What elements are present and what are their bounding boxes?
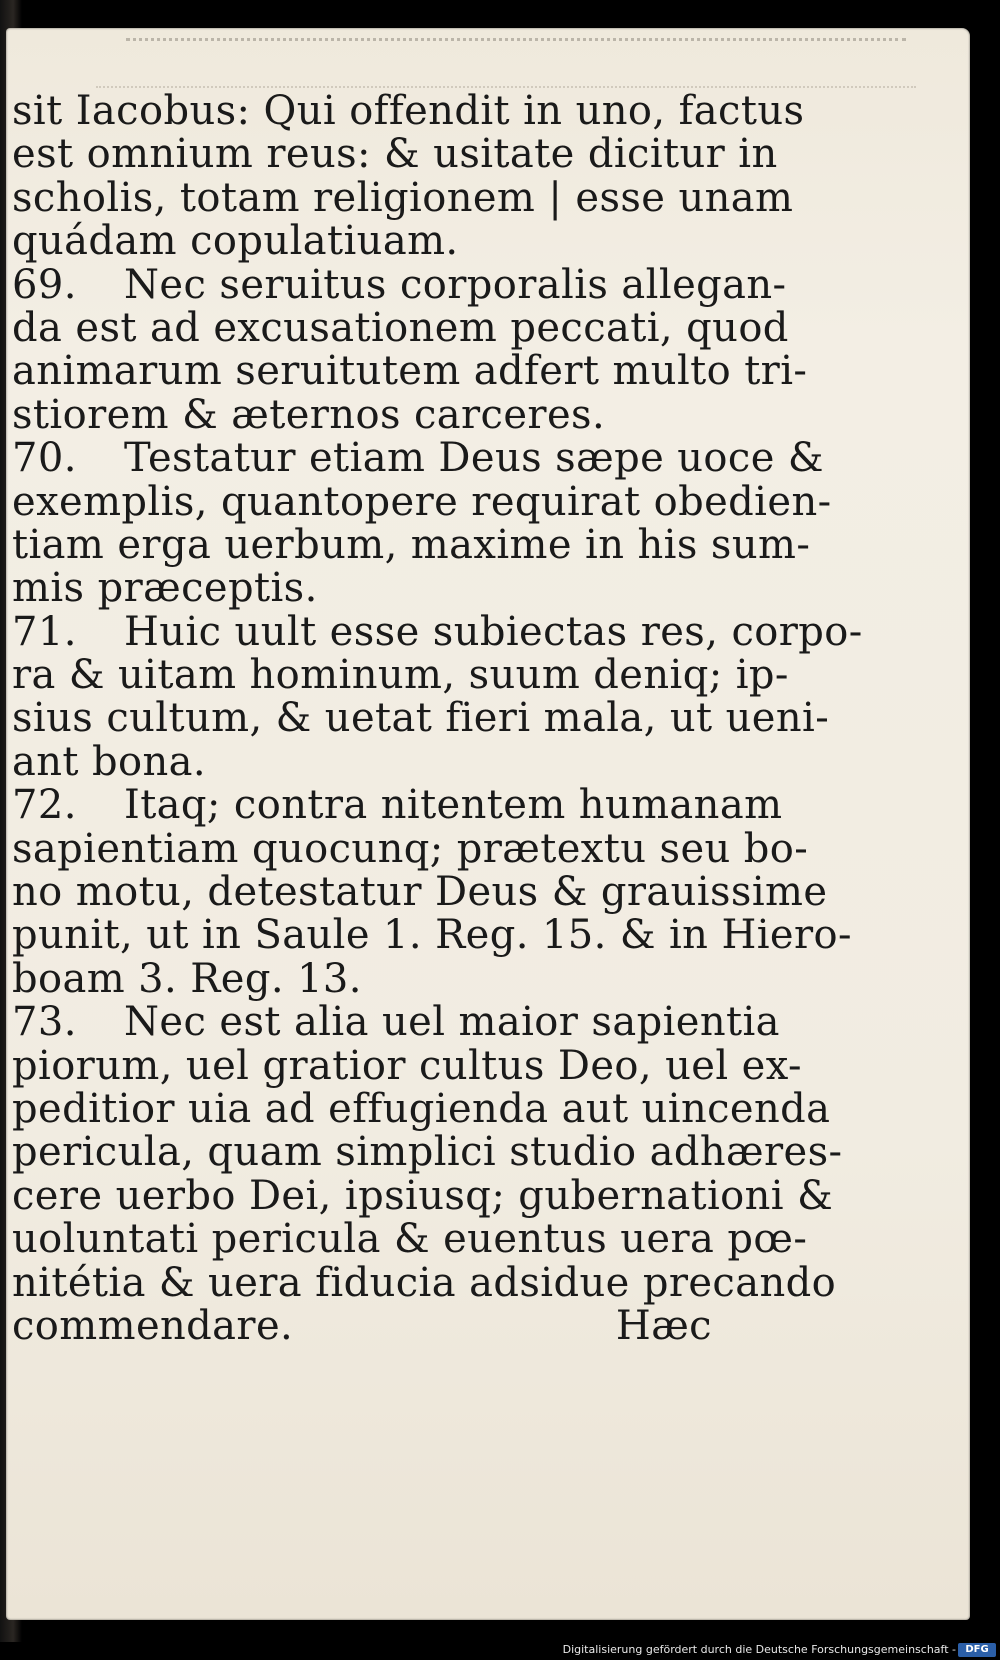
text-line: peditior uia ad effugienda aut uincenda — [12, 1085, 831, 1132]
text-line: Itaq; contra nitentem humanam — [124, 782, 783, 829]
text-line: Testatur etiam Deus sæpe uoce & — [124, 435, 824, 482]
dfg-logo: DFG — [958, 1643, 996, 1657]
catchword: Hæc — [615, 1302, 712, 1349]
text-line: pericula, quam simplici studio adhæres- — [12, 1129, 843, 1176]
paragraph-70 — [12, 435, 824, 482]
paragraph-number: 73. — [12, 999, 77, 1046]
text-line: nitétia & uera fiducia adsidue precando — [12, 1259, 837, 1306]
text-line: punit, ut in Saule 1. Reg. 15. & in Hiero- — [12, 912, 852, 959]
text-line: cere uerbo Dei, ipsiusq; gubernationi & — [12, 1172, 834, 1219]
last-line — [12, 1302, 712, 1349]
text-line: est omnium reus: & usitate dicitur in — [12, 131, 778, 178]
paragraph-number: 71. — [12, 608, 77, 655]
text-line: Nec est alia uel maior sapientia — [124, 999, 780, 1046]
text-line: sit Iacobus: Qui offendit in uno, factus — [12, 88, 805, 134]
paragraph-number: 72. — [12, 782, 77, 829]
text-line: stiorem & æternos carceres. — [12, 391, 606, 438]
text-line: Huic uult esse subiectas res, corpo- — [124, 608, 863, 655]
text-line: uoluntati pericula & euentus uera pœ- — [12, 1216, 808, 1263]
text-line: tiam erga uerbum, maxime in his sum- — [12, 521, 811, 568]
footer-credit: Digitalisierung gefördert durch die Deutsche Forschungsgemeinschaft - — [562, 1643, 956, 1656]
paragraph-73 — [12, 999, 780, 1046]
text-line: Nec seruitus corporalis allegan- — [124, 261, 787, 308]
text-line: mis præceptis. — [12, 565, 318, 612]
text-line: sius cultum, & uetat fieri mala, ut ueni- — [12, 695, 830, 742]
text-line: exemplis, quantopere requirat obedien- — [12, 478, 832, 525]
paragraph-72 — [12, 782, 783, 829]
text-line: no motu, detestatur Deus & grauissime — [12, 869, 828, 916]
text-line: sapientiam quocunq; prætextu seu bo- — [12, 825, 809, 872]
paragraph-number: 69. — [12, 261, 77, 308]
paragraph-number: 70. — [12, 435, 77, 482]
text-line: piorum, uel gratior cultus Deo, uel ex- — [12, 1042, 802, 1089]
text-line: ra & uitam hominum, suum deniq; ip- — [12, 652, 789, 699]
text-line: da est ad excusationem peccati, quod — [12, 304, 789, 351]
binding-stitch — [126, 38, 906, 41]
text-line: quádam copulatiuam. — [12, 218, 459, 265]
paragraph-69 — [12, 261, 787, 308]
text-line: scholis, totam religionem | esse unam — [12, 174, 794, 221]
paragraph-71 — [12, 608, 863, 655]
page-text — [12, 88, 863, 1349]
book-page — [6, 28, 970, 1620]
text-line: commendare. — [12, 1302, 294, 1349]
text-line: animarum seruitutem adfert multo tri- — [12, 348, 808, 395]
text-line: boam 3. Reg. 13. — [12, 955, 362, 1002]
text-line: ant bona. — [12, 738, 207, 785]
